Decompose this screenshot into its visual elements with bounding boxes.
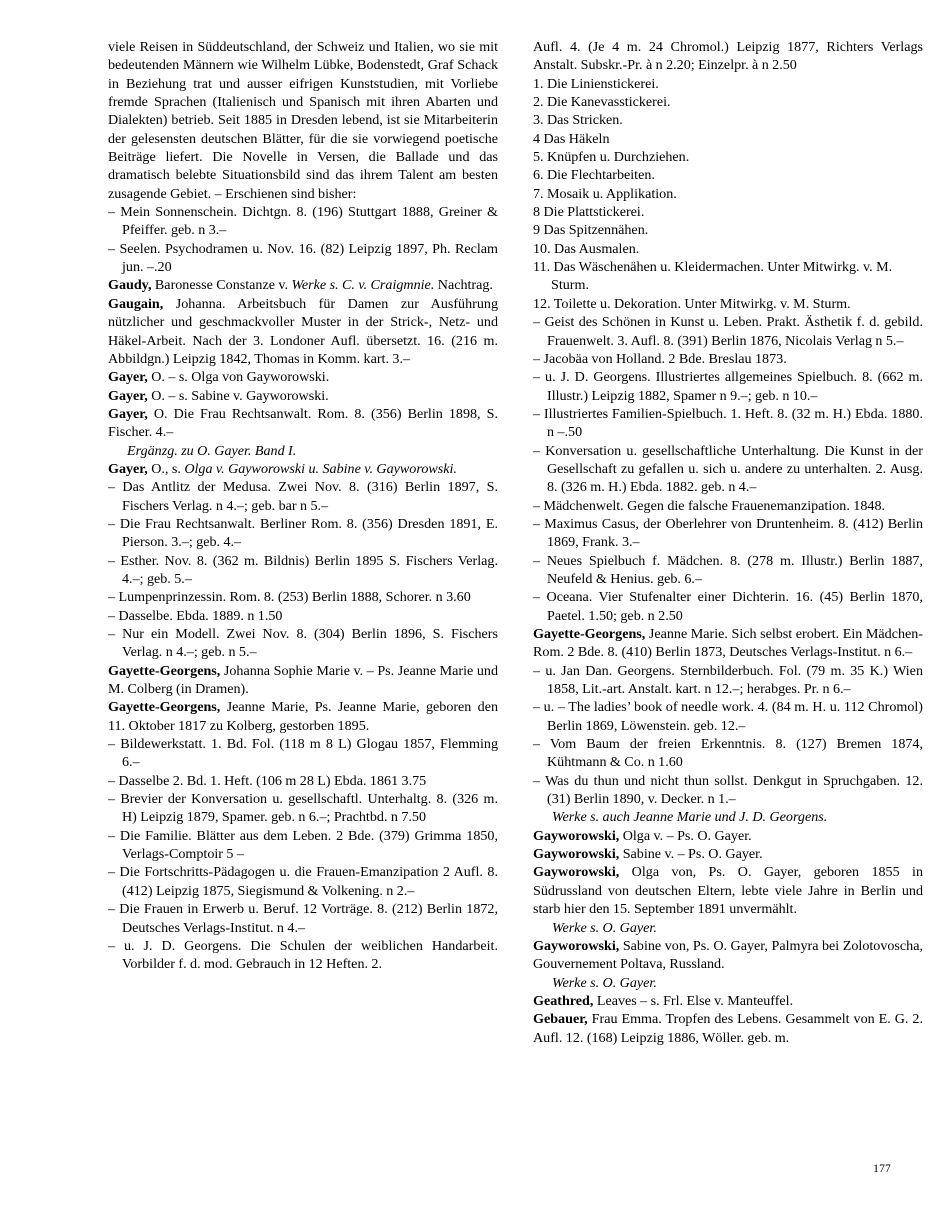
text-paragraph	[108, 662, 498, 699]
text-run: 3. Das Stricken.	[533, 112, 623, 129]
text-run: Nachtrag.	[434, 277, 493, 294]
text-paragraph	[533, 38, 923, 75]
text-paragraph	[533, 93, 923, 111]
text-run: Johanna Sophie Marie v. – Ps. Jeanne Marie und M. Colberg (in Dramen).	[108, 662, 498, 698]
text-paragraph	[108, 387, 498, 405]
text-paragraph	[108, 515, 498, 552]
text-paragraph	[108, 863, 498, 900]
text-paragraph	[108, 368, 498, 386]
text-paragraph	[533, 405, 923, 442]
text-run: O., s.	[147, 460, 185, 477]
text-run: 7. Mosaik u. Applikation.	[533, 185, 677, 202]
text-run: O. – s. Olga von Gayworowski.	[147, 369, 330, 386]
text-run: 6. Die Flechtarbeiten.	[533, 167, 655, 184]
text-run: O. Die Frau Rechtsanwalt. Rom. 8. (356) Berlin 1898, S. Fischer. 4.–	[108, 405, 498, 441]
text-run: Jeanne Marie, Ps. Jeanne Marie, geboren den 11. Oktober 1817 zu Kolberg, gestorben 1895.	[108, 699, 498, 734]
text-paragraph	[108, 203, 498, 240]
text-paragraph	[533, 827, 923, 845]
text-paragraph	[533, 130, 923, 148]
headword: Gayworowski,	[533, 864, 620, 881]
text-paragraph	[108, 790, 498, 827]
text-run: – Vom Baum der freien Erkenntnis. 8. (127) Bremen 1874, Kühtmann & Co. n 1.60	[533, 736, 923, 771]
text-run: – Neues Spielbuch f. Mädchen. 8. (278 m. Illustr.) Berlin 1887, Neufeld & Henius. geb. 6.–	[533, 552, 923, 587]
headword: Gayer,	[108, 460, 148, 477]
text-run: – Konversation u. gesellschaftliche Unterhaltung. Die Kunst in der Gesellschaft zu gefallen u. sich u. andere zu unterhalten. 2. Ausg. 8. (326 m. H.) Ebda. 1882. geb. n 4.–	[533, 442, 923, 496]
text-run: 1. Die Linienstickerei.	[533, 75, 659, 92]
text-paragraph	[533, 258, 923, 295]
cross-reference: Werke s. auch Jeanne Marie und J. D. Georgens.	[552, 809, 828, 826]
text-run: Sabine von, Ps. O. Gayer, Palmyra bei Zolotovoscha, Gouvernement Poltava, Russland.	[533, 937, 923, 973]
headword: Geathred,	[533, 992, 594, 1009]
text-paragraph	[533, 1010, 923, 1047]
text-run: – Maximus Casus, der Oberlehrer von Druntenheim. 8. (412) Berlin 1869, Frank. 3.–	[533, 515, 923, 551]
text-run: Baronesse Constanze v.	[151, 277, 292, 294]
headword: Gayer,	[108, 387, 148, 404]
cross-reference: Olga v. Gayworowski u. Sabine v. Gayworowski.	[184, 460, 457, 477]
text-paragraph	[533, 735, 923, 772]
text-paragraph	[533, 772, 923, 809]
text-run: – Jacobäa von Holland. 2 Bde. Breslau 1873.	[533, 350, 787, 367]
text-paragraph	[108, 937, 498, 974]
text-paragraph	[533, 111, 923, 129]
cross-reference: Werke s. O. Gayer.	[552, 974, 657, 991]
text-paragraph	[533, 552, 923, 589]
text-run: – Die Frau Rechtsanwalt. Berliner Rom. 8. (356) Dresden 1891, E. Pierson. 3.–; geb. 4.–	[108, 515, 498, 551]
text-paragraph	[533, 974, 923, 992]
text-paragraph	[533, 625, 923, 662]
text-run: – Brevier der Konversation u. gesellschaftl. Unterhaltg. 8. (326 m. H) Leipzig 1879, Spamer. geb. n 6.–; Prachtbd. n 7.50	[108, 791, 498, 826]
text-paragraph	[108, 295, 498, 368]
text-run: Sabine v. – Ps. O. Gayer.	[619, 846, 763, 863]
headword: Gaugain,	[108, 295, 164, 312]
text-paragraph	[108, 735, 498, 772]
text-paragraph	[533, 313, 923, 350]
headword: Gaudy,	[108, 277, 152, 294]
headword: Gayworowski,	[533, 827, 620, 844]
text-paragraph	[108, 607, 498, 625]
text-run: – u. J. D. Georgens. Illustriertes allgemeines Spielbuch. 8. (662 m. Illustr.) Leipzig 1882, Spamer n 9.–; geb. n 10.–	[533, 369, 923, 404]
text-paragraph	[108, 772, 498, 790]
text-run: – Illustriertes Familien-Spielbuch. 1. Heft. 8. (32 m. H.) Ebda. 1880. n –.50	[533, 405, 923, 441]
text-run: – Das Antlitz der Medusa. Zwei Nov. 8. (316) Berlin 1897, S. Fischers Verlag. n 4.–; geb. bar n 5.–	[108, 479, 498, 514]
text-paragraph	[533, 919, 923, 937]
text-paragraph	[108, 625, 498, 662]
headword: Gayer,	[108, 369, 148, 386]
text-paragraph	[108, 240, 498, 277]
text-run: – Was du thun und nicht thun sollst. Denkgut in Spruchgaben. 12. (31) Berlin 1890, v. Decker. n 1.–	[533, 772, 923, 808]
text-run: Leaves – s. Frl. Else v. Manteuffel.	[593, 992, 794, 1009]
text-run: – Mädchenwelt. Gegen die falsche Frauenemanzipation. 1848.	[533, 497, 886, 514]
text-paragraph	[533, 588, 923, 625]
text-run: – Die Familie. Blätter aus dem Leben. 2 Bde. (379) Grimma 1850, Verlags-Comptoir 5 –	[108, 827, 498, 863]
text-paragraph	[533, 863, 923, 918]
text-run: 2. Die Kanevasstickerei.	[533, 94, 671, 111]
text-run: 4 Das Häkeln	[533, 130, 610, 147]
headword: Gebauer,	[533, 1011, 588, 1028]
text-run: – Geist des Schönen in Kunst u. Leben. Prakt. Ästhetik f. d. gebild. Frauenwelt. 3. Aufl. 8. (391) Berlin 1876, Nicolais Verlag n 5.–	[533, 314, 923, 349]
text-run: – Seelen. Psychodramen u. Nov. 16. (82) Leipzig 1897, Ph. Reclam jun. –.20	[108, 240, 498, 276]
text-paragraph	[108, 698, 498, 735]
text-paragraph	[533, 148, 923, 166]
right-text-column	[533, 38, 923, 1047]
text-paragraph	[533, 368, 923, 405]
text-paragraph	[533, 515, 923, 552]
text-run: – Dasselbe. Ebda. 1889. n 1.50	[108, 607, 283, 624]
text-run: Olga von, Ps. O. Gayer, geboren 1855 in Südrussland von deutschen Eltern, lebte viele Jahre in Berlin und starb hier den 15. September 1891 unvermählt.	[533, 864, 923, 918]
text-paragraph	[533, 992, 923, 1010]
text-run: – Bildewerkstatt. 1. Bd. Fol. (118 m 8 L) Glogau 1857, Flemming 6.–	[108, 736, 498, 771]
headword: Gayette-Georgens,	[108, 699, 221, 716]
text-run: – Esther. Nov. 8. (362 m. Bildnis) Berlin 1895 S. Fischers Verlag. 4.–; geb. 5.–	[108, 552, 498, 587]
text-paragraph	[533, 845, 923, 863]
headword: Gayworowski,	[533, 937, 620, 954]
text-paragraph	[533, 698, 923, 735]
text-run: O. – s. Sabine v. Gayworowski.	[147, 387, 329, 404]
cross-reference: Ergänzg. zu O. Gayer.	[127, 442, 252, 459]
text-run: – u. – The ladies’ book of needle work. 4. (84 m. H. u. 112 Chromol) Berlin 1869, Löwenstein. geb. 12.–	[533, 699, 923, 734]
text-paragraph	[533, 166, 923, 184]
text-paragraph	[533, 240, 923, 258]
text-paragraph	[533, 937, 923, 974]
text-paragraph	[533, 75, 923, 93]
text-paragraph	[533, 350, 923, 368]
text-paragraph	[108, 442, 498, 460]
text-run: – Nur ein Modell. Zwei Nov. 8. (304) Berlin 1896, S. Fischers Verlag. n 4.–; geb. n 5.–	[108, 626, 498, 661]
headword: Gayette-Georgens,	[533, 626, 646, 642]
text-paragraph	[533, 185, 923, 203]
text-run: 8 Die Plattstickerei.	[533, 204, 645, 221]
text-run: 5. Knüpfen u. Durchziehen.	[533, 149, 690, 166]
text-paragraph	[533, 442, 923, 497]
text-run: – Dasselbe 2. Bd. 1. Heft. (106 m 28 L) Ebda. 1861 3.75	[108, 772, 427, 789]
cross-reference: Werke s. C. v. Craigmnie.	[291, 277, 435, 294]
text-run: – Mein Sonnenschein. Dichtgn. 8. (196) Stuttgart 1888, Greiner & Pfeiffer. geb. n 3.–	[108, 204, 498, 239]
text-paragraph	[108, 38, 498, 203]
page-number: 177	[873, 1163, 891, 1175]
text-run: 12. Toilette u. Dekoration. Unter Mitwirkg. v. M. Sturm.	[533, 295, 851, 312]
text-run: – Oceana. Vier Stufenalter einer Dichterin. 16. (45) Berlin 1870, Paetel. 1.50; geb. n 2.50	[533, 589, 923, 624]
text-run: 11. Das Wäschenähen u. Kleidermachen. Unter Mitwirkg. v. M. Sturm.	[533, 259, 893, 294]
text-run: 9 Das Spitzennähen.	[533, 222, 649, 239]
text-paragraph	[533, 808, 923, 826]
text-paragraph	[108, 827, 498, 864]
two-column-text-body	[108, 38, 923, 1047]
text-run: – Lumpenprinzessin. Rom. 8. (253) Berlin 1888, Schorer. n 3.60	[108, 589, 471, 606]
text-run: 10. Das Ausmalen.	[533, 240, 640, 257]
text-paragraph	[108, 900, 498, 937]
text-paragraph	[108, 460, 498, 478]
text-run: – u. Jan Dan. Georgens. Sternbilderbuch. Fol. (79 m. 35 K.) Wien 1858, Lit.-art. Anstalt. kart. n 12.–; herabges. Pr. n 6.–	[533, 662, 923, 698]
headword: Gayworowski,	[533, 846, 620, 863]
text-paragraph	[533, 203, 923, 221]
text-run: – u. J. D. Georgens. Die Schulen der weiblichen Handarbeit. Vorbilder f. d. mod. Gebrauch in 12 Heften. 2.	[108, 937, 498, 973]
text-run: Olga v. – Ps. O. Gayer.	[619, 827, 752, 844]
text-paragraph	[533, 497, 923, 515]
cross-reference: Werke s. O. Gayer.	[552, 919, 657, 936]
text-paragraph	[108, 478, 498, 515]
text-run: Frau Emma. Tropfen des Lebens. Gesammelt von E. G. 2. Aufl. 12. (168) Leipzig 1886, Wöller. geb. m.	[533, 1011, 923, 1046]
text-paragraph	[533, 295, 923, 313]
headword: Gayer,	[108, 405, 148, 422]
text-paragraph	[108, 276, 498, 294]
headword: Gayette-Georgens,	[108, 662, 221, 679]
text-run: Jeanne Marie. Sich selbst erobert. Ein Mädchen-Rom. 2 Bde. 8. (410) Berlin 1873, Deutsches Verlags-Institut. n 6.–	[533, 626, 923, 661]
text-run: viele Reisen in Süddeutschland, der Schweiz und Italien, wo sie mit bedeutenden Männern wie Wilhelm Lübke, Bodenstedt, Graf Schack in Beziehung trat und ausser eifrigen Kunststudien, mit Vorliebe fremde Sprachen (Italienisch und Spanisch mit ihren Abarten und Dialekten) betrieb. Seit 1885 in Dresden lebend, ist sie Mitarbeiterin der gelesensten deutschen Blätter, für die sie vorwiegend poetische Beiträge liefert. Die Novelle in Versen, die Ballade und das dramatisch belebte Situationsbild sind das ihrem Talent am besten zusagende Gebiet. – Erschienen sind bisher:	[108, 39, 498, 202]
text-run: – Die Frauen in Erwerb u. Beruf. 12 Vorträge. 8. (212) Berlin 1872, Deutsches Verlags-Institut. n 4.–	[108, 901, 498, 936]
text-run: Band I.	[251, 442, 297, 459]
text-paragraph	[533, 221, 923, 239]
text-paragraph	[533, 662, 923, 699]
text-run: – Die Fortschritts-Pädagogen u. die Frauen-Emanzipation 2 Aufl. 8. (412) Leipzig 1875, Siegismund & Volkening. n 2.–	[108, 864, 498, 899]
text-paragraph	[108, 552, 498, 589]
text-paragraph	[108, 588, 498, 606]
text-run: Johanna. Arbeitsbuch für Damen zur Ausführung nützlicher und geschmackvoller Muster in der Strick-, Netz- und Häkel-Arbeit. Nach der 3. Londoner Aufl. übersetzt. 16. (216 m. Abbildgn.) Leipzig 1842, Thomas in Komm. kart. 3.–	[108, 295, 498, 367]
left-text-column	[108, 38, 498, 1047]
text-run: Aufl. 4. (Je 4 m. 24 Chromol.) Leipzig 1877, Richters Verlags Anstalt. Subskr.-Pr. à n 2.20; Einzelpr. à n 2.50	[533, 39, 923, 74]
text-paragraph	[108, 405, 498, 442]
